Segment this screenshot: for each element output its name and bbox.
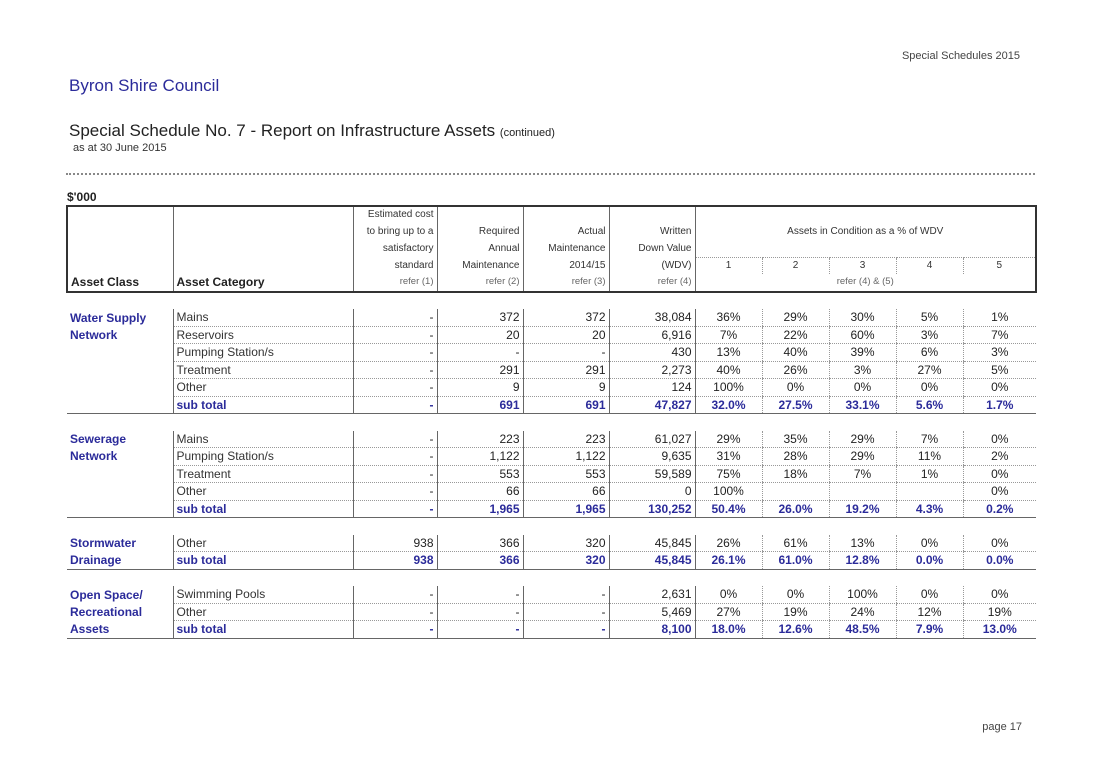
wdv-cell: 45,845	[609, 535, 695, 552]
condition-5-cell: 0.0%	[963, 552, 1036, 570]
table-row	[67, 361, 1036, 379]
page-number: page 17	[982, 721, 1022, 733]
actual-maint-cell: 291	[523, 361, 609, 379]
condition-4-cell: 6%	[896, 344, 963, 362]
act-maint-header-2: Maintenance	[523, 240, 609, 257]
ref-4-5: refer (4) & (5)	[695, 274, 1036, 292]
condition-2-cell: 0%	[762, 379, 829, 397]
condition-3-cell: 24%	[829, 603, 896, 621]
condition-1-cell: 32.0%	[695, 396, 762, 414]
wdv-cell: 9,635	[609, 448, 695, 466]
asset-class-cell: Drainage	[67, 552, 173, 570]
wdv-cell: 130,252	[609, 500, 695, 518]
required-maint-cell: 553	[437, 465, 523, 483]
condition-3-cell: 29%	[829, 448, 896, 466]
required-maint-cell: 372	[437, 309, 523, 326]
header-row-1	[67, 206, 1036, 224]
infrastructure-assets-table	[66, 205, 1037, 639]
condition-5-cell: 2%	[963, 448, 1036, 466]
actual-maint-cell: 553	[523, 465, 609, 483]
required-maint-cell: 366	[437, 535, 523, 552]
header-row-2	[67, 224, 1036, 241]
condition-2-cell: 12.6%	[762, 621, 829, 639]
asset-category-cell: Reservoirs	[173, 326, 353, 344]
condition-2-cell: 40%	[762, 344, 829, 362]
condition-4-cell: 4.3%	[896, 500, 963, 518]
condition-2-cell: 26.0%	[762, 500, 829, 518]
actual-maint-cell: 9	[523, 379, 609, 397]
asset-class-cell: Recreational	[70, 604, 143, 619]
wdv-cell: 430	[609, 344, 695, 362]
ref-3: refer (3)	[523, 274, 609, 292]
condition-2-cell: 61%	[762, 535, 829, 552]
asset-category-cell: Pumping Station/s	[173, 448, 353, 466]
asset-category-cell: Treatment	[173, 361, 353, 379]
act-maint-header-1: Actual	[523, 224, 609, 241]
subtotal-row	[67, 552, 1036, 570]
condition-5-header: 5	[963, 257, 1036, 274]
table-row	[67, 465, 1036, 483]
condition-3-cell: 29%	[829, 431, 896, 448]
condition-3-cell: 19.2%	[829, 500, 896, 518]
condition-2-cell: 22%	[762, 326, 829, 344]
condition-3-cell: 7%	[829, 465, 896, 483]
condition-1-cell: 100%	[695, 483, 762, 501]
required-maint-cell: -	[437, 586, 523, 603]
header-row-3	[67, 240, 1036, 257]
condition-3-cell: 30%	[829, 309, 896, 326]
condition-4-cell: 5%	[896, 309, 963, 326]
wdv-cell: 59,589	[609, 465, 695, 483]
condition-3-cell: 13%	[829, 535, 896, 552]
asset-class-header: Asset Class	[67, 274, 173, 292]
est-cost-cell: -	[353, 309, 437, 326]
condition-5-cell: 0%	[963, 379, 1036, 397]
condition-1-cell: 0%	[695, 586, 762, 603]
asset-class-cell	[67, 396, 173, 414]
asset-category-header: Asset Category	[173, 274, 353, 292]
condition-1-cell: 26%	[695, 535, 762, 552]
est-cost-cell: -	[353, 431, 437, 448]
table-body	[67, 206, 1036, 638]
est-cost-cell: -	[353, 448, 437, 466]
wdv-cell: 61,027	[609, 431, 695, 448]
condition-2-cell: 27.5%	[762, 396, 829, 414]
est-cost-header-2: to bring up to a	[353, 224, 437, 241]
required-maint-cell: 66	[437, 483, 523, 501]
req-maint-header-3: Maintenance	[437, 257, 523, 274]
condition-1-cell: 27%	[695, 603, 762, 621]
condition-5-cell: 0%	[963, 535, 1036, 552]
asset-class-cell	[67, 344, 173, 362]
required-maint-cell: -	[437, 621, 523, 639]
est-cost-cell: -	[353, 396, 437, 414]
required-maint-cell: 223	[437, 431, 523, 448]
condition-5-cell: 0%	[963, 465, 1036, 483]
wdv-cell: 2,631	[609, 586, 695, 603]
asset-class-cell	[67, 483, 173, 501]
condition-5-cell: 0.2%	[963, 500, 1036, 518]
condition-5-cell: 1%	[963, 309, 1036, 326]
est-cost-cell: -	[353, 379, 437, 397]
asset-category-cell: sub total	[173, 621, 353, 639]
asset-class-cell	[67, 379, 173, 397]
actual-maint-cell: 223	[523, 431, 609, 448]
table-row	[67, 586, 1036, 603]
group-spacer	[67, 292, 1036, 310]
condition-1-cell: 13%	[695, 344, 762, 362]
est-cost-cell: -	[353, 344, 437, 362]
asset-class-cell	[67, 361, 173, 379]
table-row	[67, 309, 1036, 326]
condition-4-cell: 11%	[896, 448, 963, 466]
table-row	[67, 535, 1036, 552]
req-maint-header-2: Annual	[437, 240, 523, 257]
condition-5-cell: 0%	[963, 431, 1036, 448]
actual-maint-cell: 320	[523, 552, 609, 570]
actual-maint-cell: 20	[523, 326, 609, 344]
as-at-date: as at 30 June 2015	[73, 142, 167, 154]
condition-1-cell: 29%	[695, 431, 762, 448]
asset-category-cell: Other	[173, 483, 353, 501]
document-label: Special Schedules 2015	[901, 50, 1020, 62]
required-maint-cell: 1,965	[437, 500, 523, 518]
asset-category-cell: Other	[173, 379, 353, 397]
condition-1-cell: 7%	[695, 326, 762, 344]
header-divider	[66, 173, 1035, 175]
actual-maint-cell: 66	[523, 483, 609, 501]
condition-4-cell	[896, 483, 963, 501]
actual-maint-cell: 691	[523, 396, 609, 414]
asset-class-cell: Sewerage	[70, 432, 127, 446]
condition-1-cell: 36%	[695, 309, 762, 326]
wdv-cell: 45,845	[609, 552, 695, 570]
wdv-cell: 38,084	[609, 309, 695, 326]
actual-maint-cell: 1,122	[523, 448, 609, 466]
condition-4-cell: 1%	[896, 465, 963, 483]
condition-4-cell: 5.6%	[896, 396, 963, 414]
actual-maint-cell: 320	[523, 535, 609, 552]
est-cost-cell: -	[353, 326, 437, 344]
condition-1-cell: 50.4%	[695, 500, 762, 518]
ref-4: refer (4)	[609, 274, 695, 292]
asset-class-cell: Network	[70, 327, 118, 342]
title-suffix: (continued)	[499, 127, 555, 139]
est-cost-cell: -	[353, 586, 437, 603]
condition-3-header: 3	[829, 257, 896, 274]
header-row-5	[67, 274, 1036, 292]
condition-1-cell: 100%	[695, 379, 762, 397]
actual-maint-cell: 1,965	[523, 500, 609, 518]
asset-class-cell: Stormwater	[70, 536, 137, 550]
asset-class-cell: Assets	[67, 621, 173, 639]
table-row	[67, 344, 1036, 362]
table-row	[67, 379, 1036, 397]
actual-maint-cell: -	[523, 586, 609, 603]
condition-5-cell: 19%	[963, 603, 1036, 621]
condition-2-cell: 28%	[762, 448, 829, 466]
condition-5-cell: 3%	[963, 344, 1036, 362]
act-maint-header-3: 2014/15	[523, 257, 609, 274]
wdv-cell: 5,469	[609, 603, 695, 621]
condition-1-cell: 75%	[695, 465, 762, 483]
condition-4-cell: 7%	[896, 431, 963, 448]
group-spacer	[67, 518, 1036, 535]
required-maint-cell: 291	[437, 361, 523, 379]
asset-class-cell: Open Space/	[70, 587, 143, 602]
condition-5-cell: 13.0%	[963, 621, 1036, 639]
condition-3-cell: 60%	[829, 326, 896, 344]
required-maint-cell: 20	[437, 326, 523, 344]
est-cost-cell: -	[353, 483, 437, 501]
wdv-header-1: Written	[609, 224, 695, 241]
condition-4-cell: 3%	[896, 326, 963, 344]
condition-4-cell: 27%	[896, 361, 963, 379]
condition-4-header: 4	[896, 257, 963, 274]
condition-5-cell: 7%	[963, 326, 1036, 344]
asset-category-cell: Other	[173, 603, 353, 621]
asset-class-cell: Water Supply	[70, 310, 147, 325]
condition-1-cell: 40%	[695, 361, 762, 379]
asset-category-cell: Mains	[173, 309, 353, 326]
est-cost-cell: -	[353, 465, 437, 483]
table-row	[67, 326, 1036, 344]
wdv-cell: 8,100	[609, 621, 695, 639]
wdv-header-2: Down Value	[609, 240, 695, 257]
est-cost-cell: 938	[353, 535, 437, 552]
condition-3-cell: 39%	[829, 344, 896, 362]
actual-maint-cell: -	[523, 621, 609, 639]
condition-4-cell: 0.0%	[896, 552, 963, 570]
condition-1-cell: 26.1%	[695, 552, 762, 570]
condition-3-cell: 0%	[829, 379, 896, 397]
condition-3-cell: 33.1%	[829, 396, 896, 414]
condition-2-cell: 61.0%	[762, 552, 829, 570]
condition-4-cell: 7.9%	[896, 621, 963, 639]
est-cost-cell: -	[353, 621, 437, 639]
asset-category-cell: Other	[173, 535, 353, 552]
actual-maint-cell: -	[523, 344, 609, 362]
condition-5-cell: 0%	[963, 586, 1036, 603]
required-maint-cell: -	[437, 603, 523, 621]
condition-2-cell: 19%	[762, 603, 829, 621]
group-spacer	[67, 569, 1036, 586]
table-row	[67, 431, 1036, 448]
condition-1-cell: 18.0%	[695, 621, 762, 639]
asset-category-cell: sub total	[173, 552, 353, 570]
condition-1-header: 1	[695, 257, 762, 274]
subtotal-row	[67, 396, 1036, 414]
header-row-4	[67, 257, 1036, 274]
condition-4-cell: 0%	[896, 379, 963, 397]
unit-label: $'000	[67, 190, 97, 204]
ref-1: refer (1)	[353, 274, 437, 292]
condition-5-cell: 5%	[963, 361, 1036, 379]
condition-2-header: 2	[762, 257, 829, 274]
table-row	[67, 448, 1036, 466]
wdv-cell: 2,273	[609, 361, 695, 379]
condition-4-cell: 12%	[896, 603, 963, 621]
asset-category-cell: sub total	[173, 500, 353, 518]
table-row	[67, 483, 1036, 501]
condition-header: Assets in Condition as a % of WDV	[695, 224, 1036, 241]
condition-2-cell: 35%	[762, 431, 829, 448]
condition-2-cell: 18%	[762, 465, 829, 483]
est-cost-cell: 938	[353, 552, 437, 570]
condition-5-cell: 1.7%	[963, 396, 1036, 414]
required-maint-cell: 9	[437, 379, 523, 397]
condition-2-cell: 29%	[762, 309, 829, 326]
wdv-cell: 0	[609, 483, 695, 501]
est-cost-header-4: standard	[353, 257, 437, 274]
required-maint-cell: 691	[437, 396, 523, 414]
condition-2-cell: 0%	[762, 586, 829, 603]
required-maint-cell: 366	[437, 552, 523, 570]
condition-2-cell: 26%	[762, 361, 829, 379]
asset-category-cell: Treatment	[173, 465, 353, 483]
council-name: Byron Shire Council	[69, 76, 220, 95]
group-spacer	[67, 414, 1036, 431]
est-cost-header-1: Estimated cost	[353, 206, 437, 224]
asset-class-cell	[67, 465, 173, 483]
condition-3-cell: 48.5%	[829, 621, 896, 639]
condition-2-cell	[762, 483, 829, 501]
asset-category-cell: sub total	[173, 396, 353, 414]
actual-maint-cell: 372	[523, 309, 609, 326]
actual-maint-cell: -	[523, 603, 609, 621]
wdv-cell: 47,827	[609, 396, 695, 414]
req-maint-header-1: Required	[437, 224, 523, 241]
page-title	[69, 121, 555, 141]
subtotal-row	[67, 500, 1036, 518]
condition-1-cell: 31%	[695, 448, 762, 466]
est-cost-cell: -	[353, 361, 437, 379]
wdv-header-3: (WDV)	[609, 257, 695, 274]
est-cost-cell: -	[353, 500, 437, 518]
condition-3-cell: 3%	[829, 361, 896, 379]
condition-3-cell: 12.8%	[829, 552, 896, 570]
asset-category-cell: Swimming Pools	[173, 586, 353, 603]
ref-2: refer (2)	[437, 274, 523, 292]
wdv-cell: 124	[609, 379, 695, 397]
wdv-cell: 6,916	[609, 326, 695, 344]
asset-category-cell: Pumping Station/s	[173, 344, 353, 362]
est-cost-header-3: satisfactory	[353, 240, 437, 257]
title-text: Special Schedule No. 7 - Report on Infrastructure Assets	[69, 121, 496, 140]
required-maint-cell: 1,122	[437, 448, 523, 466]
condition-3-cell	[829, 483, 896, 501]
condition-5-cell: 0%	[963, 483, 1036, 501]
asset-category-cell: Mains	[173, 431, 353, 448]
asset-class-cell: Network	[70, 449, 118, 464]
required-maint-cell: -	[437, 344, 523, 362]
asset-class-cell	[67, 500, 173, 518]
table-row	[67, 603, 1036, 621]
subtotal-row	[67, 621, 1036, 639]
condition-3-cell: 100%	[829, 586, 896, 603]
condition-4-cell: 0%	[896, 586, 963, 603]
condition-4-cell: 0%	[896, 535, 963, 552]
est-cost-cell: -	[353, 603, 437, 621]
